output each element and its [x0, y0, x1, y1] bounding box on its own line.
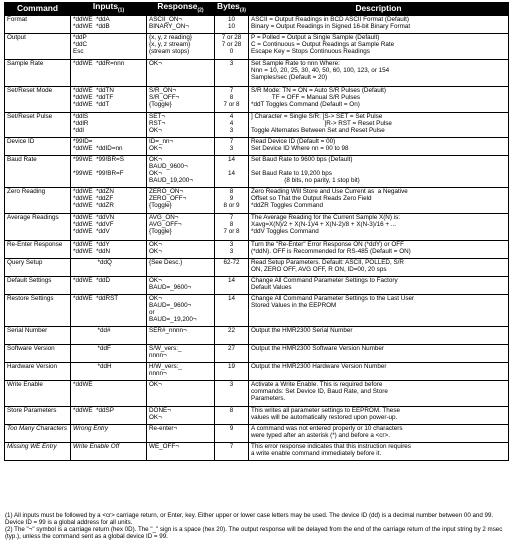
table-row	[5, 240, 509, 258]
table-row	[5, 137, 509, 155]
cell-bytes: 10 10	[215, 15, 249, 33]
cell-command: Set/Reset Mode	[5, 86, 71, 112]
table-row	[5, 213, 509, 240]
cell-bytes: 14	[215, 294, 249, 326]
cell-description: This writes all parameter settings to EEPROM. These values will be automatically restored upon power-up.	[249, 406, 509, 424]
footnote-1: (1) All inputs must be followed by a <cr> carriage return, or Enter, key. Either upper or lower case letters may be used. The device ID (dd) is a decimal number between 00 and 99. Device ID = 99 is a global address for all units.	[5, 512, 494, 527]
cell-bytes: 4 4 3	[215, 112, 249, 137]
cell-description: This error response indicates that this instruction requires a write enable command immediately before it.	[249, 442, 509, 460]
table-row	[5, 424, 509, 442]
cell-inputs: *ddlS *ddlR *ddl	[71, 112, 147, 137]
cell-response: OK¬ BAUD=_9600¬	[147, 276, 215, 294]
cell-command: Output	[5, 33, 71, 59]
cell-response: ID=_nn¬ OK¬	[147, 137, 215, 155]
cell-inputs: *ddWE *ddSP	[71, 406, 147, 424]
cell-bytes: 3 3	[215, 240, 249, 258]
cell-bytes: 8	[215, 406, 249, 424]
command-table	[4, 2, 509, 461]
cell-inputs: *99WE *99!BR=S *99WE *99!BR=F	[71, 155, 147, 187]
cell-description: Output the HMR2300 Hardware Version Number	[249, 362, 509, 380]
cell-command: Missing WE Entry	[5, 442, 71, 460]
cell-inputs: *ddWE *ddD	[71, 276, 147, 294]
footnote-2: (2) The "¬" symbol is a carriage return (hex 0D). The "_" sign is a space (hex 20). The output response will be delayed from the end of the carriage return of the input string by 2 msec (typ.), unless the command sent as a global device ID = 99.	[5, 526, 503, 541]
table-row	[5, 33, 509, 59]
cell-response: OK¬ OK¬	[147, 240, 215, 258]
header-inputs: Inputs$_{(1)}$	[71, 3, 147, 16]
cell-inputs: *99ID= *ddWE *ddID=nn	[71, 137, 147, 155]
table-body	[5, 15, 509, 460]
cell-bytes: 3	[215, 59, 249, 86]
cell-inputs: *ddH	[71, 362, 147, 380]
cell-response: OK¬	[147, 59, 215, 86]
cell-bytes: 9	[215, 424, 249, 442]
cell-response: WE_OFF¬	[147, 442, 215, 460]
table-row	[5, 326, 509, 344]
cell-response: ZERO_ON¬ ZERO_OFF¬ {Toggle}	[147, 187, 215, 213]
header-description: Description	[249, 3, 509, 16]
cell-bytes: 14	[215, 276, 249, 294]
cell-inputs: *ddP *ddC Esc	[71, 33, 147, 59]
cell-bytes: 27	[215, 344, 249, 362]
cell-inputs: *ddWE	[71, 380, 147, 406]
cell-bytes: 14 14	[215, 155, 249, 187]
cell-inputs: *ddWE *ddY *ddWE *ddN	[71, 240, 147, 258]
cell-description: Turn the "Re-Enter" Error Response ON (*ddY) or OFF (*ddN). OFF is Recommended for RS-485 (Default = ON)	[249, 240, 509, 258]
cell-command: Serial Number	[5, 326, 71, 344]
table-header-row	[5, 3, 509, 16]
cell-response: AVG_ON¬ AVG_OFF¬ {Toggle}	[147, 213, 215, 240]
cell-command: Too Many Characters	[5, 424, 71, 442]
footnotes	[5, 512, 507, 540]
cell-bytes: 7	[215, 442, 249, 460]
cell-inputs: Write Enable Off	[71, 442, 147, 460]
cell-response: {x, y, z reading} {x, y, z stream} (stream stops)	[147, 33, 215, 59]
cell-command: Query Setup	[5, 258, 71, 276]
cell-description: Change All Command Parameter Settings to Factory Default Values	[249, 276, 509, 294]
cell-bytes: 8 9 8 or 9	[215, 187, 249, 213]
cell-bytes: 7 8 7 or 8	[215, 86, 249, 112]
cell-command: Re-Enter Response	[5, 240, 71, 258]
cell-response: S/R_ON¬ S/R_OFF¬ {Toggle}	[147, 86, 215, 112]
cell-description: Output the HMR2300 Software Version Number	[249, 344, 509, 362]
cell-bytes: 22	[215, 326, 249, 344]
table-row	[5, 294, 509, 326]
cell-command: Average Readings	[5, 213, 71, 240]
cell-inputs: *ddWE *ddRST	[71, 294, 147, 326]
cell-response: H/W_vers:_ nnnn¬	[147, 362, 215, 380]
cell-command: Baud Rate	[5, 155, 71, 187]
table-row	[5, 344, 509, 362]
cell-command: Device ID	[5, 137, 71, 155]
cell-inputs: *ddWE *ddZN *ddWE *ddZF *ddWE *ddZR	[71, 187, 147, 213]
cell-bytes: 7 or 28 7 or 28 0	[215, 33, 249, 59]
cell-description: P = Polled = Output a Single Sample (Default) C = Continuous = Output Readings at Sample Rate Escape Key = Stops Continuous Readings	[249, 33, 509, 59]
cell-description: Change All Command Parameter Settings to the Last User Stored Values in the EEPROM	[249, 294, 509, 326]
cell-description: Zero Reading Will Store and Use Current as a Negative Offset so That the Output Reads Zero Field *ddZR Toggles Command	[249, 187, 509, 213]
table-row	[5, 258, 509, 276]
table-row	[5, 155, 509, 187]
table-row	[5, 86, 509, 112]
cell-description: Read Setup Parameters. Default: ASCII, POLLED, S/R ON, ZERO OFF, AVG OFF, R ON, ID=00, 20 sps	[249, 258, 509, 276]
cell-inputs: *ddWE *ddA *ddWE *ddB	[71, 15, 147, 33]
cell-inputs: *ddQ	[71, 258, 147, 276]
cell-description: ] Character = Single S/R: ]S-> SET = Set Pulse ]R-> RST = Reset Pulse Toggle Alternates Between Set and Reset Pulse	[249, 112, 509, 137]
cell-command: Default Settings	[5, 276, 71, 294]
cell-response: SER#_nnnn¬	[147, 326, 215, 344]
cell-command: Write Enable	[5, 380, 71, 406]
cell-description: Activate a Write Enable. This is required before commands: Set Device ID, Baud Rate, and Store Parameters.	[249, 380, 509, 406]
header-response: Response$_{(2)}$	[147, 3, 215, 16]
header-response-note: (2)	[197, 7, 204, 14]
cell-description: S/R Mode: TN = ON = Auto S/R Pulses (Default) TF = OFF = Manual S/R Pulses *ddT Toggles Command (Default = On)	[249, 86, 509, 112]
cell-inputs: *ddWE *ddVN *ddWE *ddVF *ddWE *ddV	[71, 213, 147, 240]
cell-inputs: *ddWE *ddTN *ddWE *ddTF *ddWE *ddT	[71, 86, 147, 112]
table-row	[5, 362, 509, 380]
cell-description: ASCII = Output Readings in BCD ASCII Format (Default) Binary = Output Readings in Signed 16-bit Binary Format	[249, 15, 509, 33]
cell-command: Store Parameters	[5, 406, 71, 424]
cell-response: Re-enter¬	[147, 424, 215, 442]
cell-bytes: 62-72	[215, 258, 249, 276]
table-row	[5, 406, 509, 424]
cell-description: Set Sample Rate to nnn Where: Nnn = 10, 20, 25, 30, 40, 50, 60, 100, 123, or 154 Samples/sec (Default = 20)	[249, 59, 509, 86]
table-row	[5, 276, 509, 294]
header-command: Command	[5, 3, 71, 16]
table-row	[5, 15, 509, 33]
cell-command: Set/Reset Pulse	[5, 112, 71, 137]
cell-command: Hardware Version	[5, 362, 71, 380]
cell-bytes: 7 8 7 or 8	[215, 213, 249, 240]
cell-response: ASCII_ON¬ BINARY_ON¬	[147, 15, 215, 33]
cell-response: DONE¬ OK¬	[147, 406, 215, 424]
cell-command: Software Version	[5, 344, 71, 362]
cell-description: The Average Reading for the Current Sample X(N) is: Xavg=X(N)/2 + X(N-1)/4 + X(N-2)/8 + X(N-3)/16 + ... *ddV Toggles Command	[249, 213, 509, 240]
header-inputs-note: (1)	[118, 7, 125, 14]
table-row	[5, 442, 509, 460]
table-row	[5, 380, 509, 406]
table-row	[5, 112, 509, 137]
cell-command: Format	[5, 15, 71, 33]
cell-response: OK¬ BAUD_9600¬ OK¬ BAUD_19,200¬	[147, 155, 215, 187]
header-bytes-note: (3)	[239, 7, 246, 14]
cell-description: Output the HMR2300 Serial Number	[249, 326, 509, 344]
cell-description: Read Device ID (Default = 00) Set Device ID Where nn = 00 to 98	[249, 137, 509, 155]
cell-response: SET¬ RST¬ OK¬	[147, 112, 215, 137]
table-row	[5, 59, 509, 86]
cell-description: Set Baud Rate to 9600 bps (Default) Set Baud Rate to 19,200 bps (8 bits, no parity, 1 stop bit)	[249, 155, 509, 187]
cell-bytes: 7 3	[215, 137, 249, 155]
cell-bytes: 3	[215, 380, 249, 406]
table-row	[5, 187, 509, 213]
cell-command: Sample Rate	[5, 59, 71, 86]
cell-response: {See Desc.}	[147, 258, 215, 276]
cell-command: Zero Reading	[5, 187, 71, 213]
cell-description: A command was not entered properly or 10 characters were typed after an asterisk (*) and before a <cr>.	[249, 424, 509, 442]
cell-command: Restore Settings	[5, 294, 71, 326]
cell-inputs: *ddF	[71, 344, 147, 362]
header-bytes: Bytes$_{(3)}$	[215, 3, 249, 16]
cell-response: OK¬ BAUD=_9600¬ or BAUD=_19,200¬	[147, 294, 215, 326]
cell-response: S/W_vers:_ nnnn¬	[147, 344, 215, 362]
cell-bytes: 19	[215, 362, 249, 380]
cell-inputs: Wrong Entry	[71, 424, 147, 442]
cell-inputs: *dd#	[71, 326, 147, 344]
cell-response: OK¬	[147, 380, 215, 406]
cell-inputs: *ddWE *ddR=nnn	[71, 59, 147, 86]
